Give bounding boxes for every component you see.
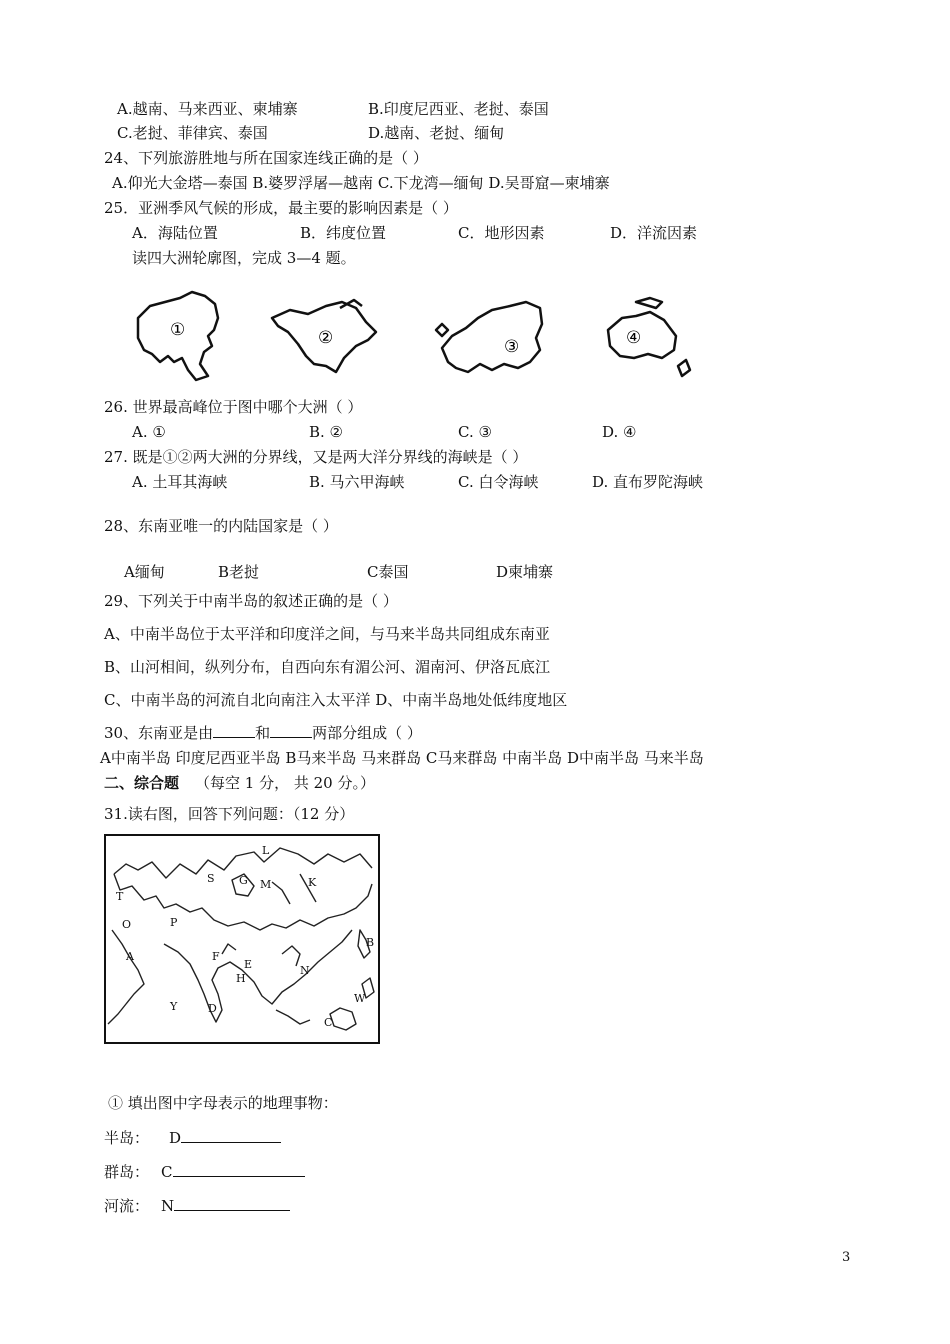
q30-blank-2[interactable] xyxy=(270,723,312,738)
map-label-l: L xyxy=(262,844,270,857)
continent-label-1: ① xyxy=(170,320,186,340)
map-label-o: O xyxy=(122,918,132,931)
q31-fill-archipelago xyxy=(104,1162,305,1182)
q29-option-b: B、山河相间，纵列分布，自西向东有湄公河、湄南河、伊洛瓦底江 xyxy=(104,658,551,676)
q25-option-d: D．洋流因素 xyxy=(610,224,698,242)
map-frame xyxy=(105,835,379,1043)
continent-label-3: ③ xyxy=(504,337,520,357)
section2-heading xyxy=(104,773,375,793)
q27-option-c: C. 白令海峡 xyxy=(458,473,539,491)
read-note: 读四大洲轮廓图，完成 3—4 题。 xyxy=(132,249,356,267)
q27-option-b: B. 马六甲海峡 xyxy=(309,473,405,491)
fill3-label: 河流： xyxy=(104,1197,150,1215)
section2-title: 二、综合题 xyxy=(104,774,180,792)
q28-option-a: A缅甸 xyxy=(124,563,165,581)
continent-europe-outline xyxy=(436,302,542,372)
map-label-n: N xyxy=(300,964,310,977)
map-label-t: T xyxy=(116,890,124,903)
q30-stem-post: 两部分组成（ ） xyxy=(312,724,422,742)
q31-sub1: ① 填出图中字母表示的地理事物： xyxy=(108,1094,338,1112)
page-number: 3 xyxy=(842,1250,851,1265)
fill1-blank[interactable] xyxy=(181,1128,281,1143)
q30-stem-mid: 和 xyxy=(255,724,271,742)
q29-option-cd: C、中南半岛的河流自北向南注入太平洋 D、中南半岛地处低纬度地区 xyxy=(104,691,568,709)
q23-option-b: B.印度尼西亚、老挝、泰国 xyxy=(368,100,549,118)
q29-option-a: A、中南半岛位于太平洋和印度洋之间，与马来半岛共同组成东南亚 xyxy=(104,625,550,643)
map-label-g: G xyxy=(239,874,248,887)
map-label-w: W xyxy=(354,992,366,1005)
fill1-label: 半岛： xyxy=(104,1129,150,1147)
q28-option-b: B老挝 xyxy=(218,563,260,581)
q26-stem: 26. 世界最高峰位于图中哪个大洲（ ） xyxy=(104,398,363,416)
map-label-h: H xyxy=(236,972,246,985)
q29-stem: 29、下列关于中南半岛的叙述正确的是（ ） xyxy=(104,592,398,610)
asia-map-figure xyxy=(104,834,380,1044)
map-label-d: D xyxy=(208,1002,217,1015)
fill3-blank[interactable] xyxy=(174,1196,290,1211)
q24-stem: 24、下列旅游胜地与所在国家连线正确的是（ ） xyxy=(104,149,428,167)
q25-option-a: A．海陆位置 xyxy=(132,224,218,242)
map-label-e: E xyxy=(244,958,253,971)
q23-option-a: A.越南、马来西亚、柬埔寨 xyxy=(117,100,298,118)
q25-stem: 25．亚洲季风气候的形成，最主要的影响因素是（ ） xyxy=(104,199,458,217)
map-label-y: Y xyxy=(170,1000,178,1013)
q26-option-a: A. ① xyxy=(132,423,166,441)
q31-fill-peninsula xyxy=(104,1128,281,1148)
continent-label-2: ② xyxy=(318,328,334,348)
q30-options: A中南半岛 印度尼西亚半岛 B马来半岛 马来群岛 C马来群岛 中南半岛 D中南半岛 马来半岛 xyxy=(100,749,704,767)
q23-option-c: C.老挝、菲律宾、泰国 xyxy=(117,124,268,142)
q25-option-c: C．地形因素 xyxy=(458,224,545,242)
fill1-letter: D xyxy=(169,1129,182,1147)
map-label-a: A xyxy=(126,950,134,963)
map-label-c: C xyxy=(324,1016,333,1029)
q27-option-a: A. 土耳其海峡 xyxy=(132,473,228,491)
q25-option-b: B．纬度位置 xyxy=(300,224,387,242)
q27-stem: 27. 既是①②两大洲的分界线，又是两大洋分界线的海峡是（ ） xyxy=(104,448,528,466)
map-label-p: P xyxy=(170,916,178,929)
q26-option-d: D. ④ xyxy=(602,423,637,441)
q26-option-c: C. ③ xyxy=(458,423,492,441)
fill2-label: 群岛： xyxy=(104,1163,150,1181)
q28-option-c: C泰国 xyxy=(367,563,409,581)
q30-blank-1[interactable] xyxy=(213,723,255,738)
q31-stem: 31.读右图，回答下列问题：（12 分） xyxy=(104,805,355,823)
continent-label-4: ④ xyxy=(626,328,642,348)
fill2-letter: C xyxy=(161,1163,173,1181)
q23-option-d: D.越南、老挝、缅甸 xyxy=(368,124,505,142)
q27-option-d: D. 直布罗陀海峡 xyxy=(592,473,704,491)
map-label-m: M xyxy=(260,878,272,891)
map-label-k: K xyxy=(308,876,317,889)
q28-stem: 28、东南亚唯一的内陆国家是（ ） xyxy=(104,517,338,535)
fill2-blank[interactable] xyxy=(173,1162,305,1177)
fill3-letter: N xyxy=(161,1197,175,1215)
section2-note: （每空 1 分， 共 20 分。） xyxy=(195,774,375,792)
q28-option-d: D柬埔寨 xyxy=(496,563,554,581)
map-label-f: F xyxy=(212,950,220,963)
q24-options: A.仰光大金塔—泰国 B.婆罗浮屠—越南 C.下龙湾—缅甸 D.吴哥窟—柬埔寨 xyxy=(112,174,610,192)
q30-stem xyxy=(104,723,422,743)
map-label-b: B xyxy=(366,936,375,949)
map-label-s: S xyxy=(207,872,215,885)
q30-stem-pre: 30、东南亚是由 xyxy=(104,724,214,742)
q26-option-b: B. ② xyxy=(309,423,344,441)
four-continents-figure xyxy=(130,288,700,388)
q31-fill-river xyxy=(104,1196,290,1216)
continent-australia-outline xyxy=(608,298,690,376)
